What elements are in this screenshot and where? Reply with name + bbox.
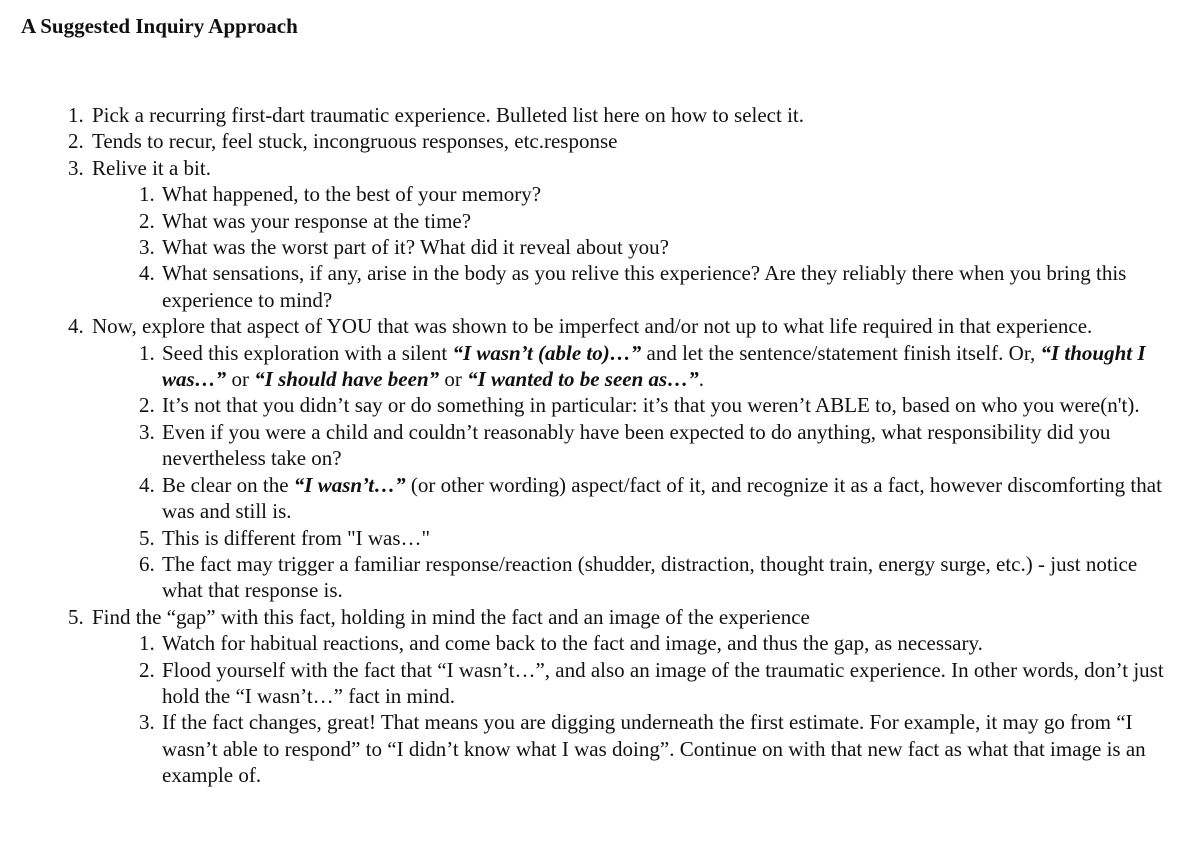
substep-list bbox=[0, 181, 1200, 313]
substep-text: Flood yourself with the fact that “I wasn’t…”, and also an image of the traumatic experience. In other words, don’t just hold the “I wasn’t…” fact in mind. bbox=[162, 657, 1164, 708]
substep-number: 5. bbox=[139, 525, 155, 550]
substep-number: 2. bbox=[139, 208, 155, 233]
step-item bbox=[0, 604, 1200, 630]
step-number: 1. bbox=[68, 103, 84, 127]
substep-text: If the fact changes, great! That means you are digging underneath the first estimate. For example, it may go from “I wasn’t able to respond” to “I didn’t know what I was doing”. Continue on with that new fact as what that image is an example of. bbox=[162, 710, 1146, 788]
substep-list bbox=[0, 630, 1200, 788]
substep-item bbox=[0, 525, 1200, 551]
inquiry-steps-list bbox=[0, 102, 1200, 789]
substep-group bbox=[0, 340, 1200, 604]
substep-text-part: or bbox=[226, 367, 255, 392]
substep-group bbox=[0, 630, 1200, 788]
substep-text: Even if you were a child and couldn’t reasonably have been expected to do anything, what responsibility did you nevertheless take on? bbox=[162, 419, 1111, 471]
substep-number: 1. bbox=[139, 340, 155, 365]
step-item bbox=[0, 313, 1200, 339]
substep-text-part: . bbox=[698, 367, 704, 392]
substep-text-part: (or other wording) aspect/fact of it, and recognize it as a fact, however discomforting that was and still is. bbox=[162, 472, 1162, 524]
substep-number: 1. bbox=[139, 182, 155, 207]
step-number: 5. bbox=[68, 604, 84, 629]
step-text: Now, explore that aspect of YOU that was shown to be imperfect and/or not up to what life required in that experience. bbox=[92, 314, 1093, 339]
substep-number: 2. bbox=[139, 657, 155, 682]
substep-list bbox=[0, 340, 1200, 604]
substep-item bbox=[0, 340, 1200, 393]
emphasized-phrase: “I wanted to be seen as…” bbox=[467, 367, 699, 392]
substep-text bbox=[162, 472, 1180, 525]
step-number: 3. bbox=[68, 155, 84, 180]
substep-item bbox=[0, 709, 1200, 788]
substep-text: This is different from "I was…" bbox=[162, 525, 431, 550]
step-number: 4. bbox=[68, 314, 84, 339]
substep-number: 2. bbox=[139, 393, 155, 418]
substep-text: What happened, to the best of your memory? bbox=[162, 182, 542, 207]
substep-text bbox=[162, 340, 1180, 393]
step-text: Pick a recurring first-dart traumatic experience. Bulleted list here on how to select it. bbox=[92, 103, 804, 127]
substep-text: The fact may trigger a familiar response/reaction (shudder, distraction, thought train, energy surge, etc.) - just notice what that response is. bbox=[162, 551, 1138, 603]
step-number: 2. bbox=[68, 129, 84, 154]
document-title: A Suggested Inquiry Approach bbox=[21, 14, 298, 38]
substep-text-part: Be clear on the bbox=[162, 472, 294, 497]
step-text: Tends to recur, feel stuck, incongruous responses, etc.response bbox=[92, 129, 618, 154]
step-item bbox=[0, 155, 1200, 181]
substep-item bbox=[0, 630, 1200, 656]
substep-number: 4. bbox=[139, 261, 155, 286]
emphasized-phrase: “I wasn’t…” bbox=[293, 472, 406, 497]
step-text: Find the “gap” with this fact, holding in mind the fact and an image of the experience bbox=[92, 604, 810, 629]
substep-item bbox=[0, 181, 1200, 207]
substep-item bbox=[0, 419, 1200, 472]
emphasized-phrase: “I wasn’t (able to)…” bbox=[452, 340, 642, 365]
substep-item bbox=[0, 551, 1200, 604]
step-item bbox=[0, 128, 1200, 154]
substep-text-part: Seed this exploration with a silent bbox=[162, 340, 453, 365]
emphasized-phrase: “I should have been” bbox=[254, 367, 440, 392]
substep-item bbox=[0, 657, 1200, 710]
substep-text: It’s not that you didn’t say or do something in particular: it’s that you weren’t ABLE to, based on who you were(n't). bbox=[162, 393, 1140, 418]
substep-text-part: or bbox=[439, 367, 468, 392]
substep-number: 1. bbox=[139, 631, 155, 656]
substep-text-part: and let the sentence/statement finish itself. Or, bbox=[641, 340, 1041, 365]
substep-number: 3. bbox=[139, 710, 155, 735]
substep-item bbox=[0, 208, 1200, 234]
step-text: Relive it a bit. bbox=[92, 155, 211, 180]
substep-item bbox=[0, 392, 1200, 418]
emphasized-phrase: “I thought I was…” bbox=[162, 340, 1146, 392]
substep-number: 6. bbox=[139, 551, 155, 576]
step-item bbox=[0, 102, 1200, 128]
substep-text: What was your response at the time? bbox=[162, 208, 472, 233]
substep-text: What sensations, if any, arise in the body as you relive this experience? Are they reliably there when you bring this experience to mind? bbox=[162, 261, 1127, 312]
substep-text: Watch for habitual reactions, and come back to the fact and image, and thus the gap, as necessary. bbox=[162, 631, 983, 656]
substep-item bbox=[0, 472, 1200, 525]
substep-item bbox=[0, 260, 1200, 313]
substep-number: 3. bbox=[139, 235, 155, 260]
substep-group bbox=[0, 181, 1200, 313]
substep-number: 3. bbox=[139, 419, 155, 444]
substep-item bbox=[0, 234, 1200, 260]
substep-text: What was the worst part of it? What did it reveal about you? bbox=[162, 235, 669, 260]
substep-number: 4. bbox=[139, 472, 155, 497]
